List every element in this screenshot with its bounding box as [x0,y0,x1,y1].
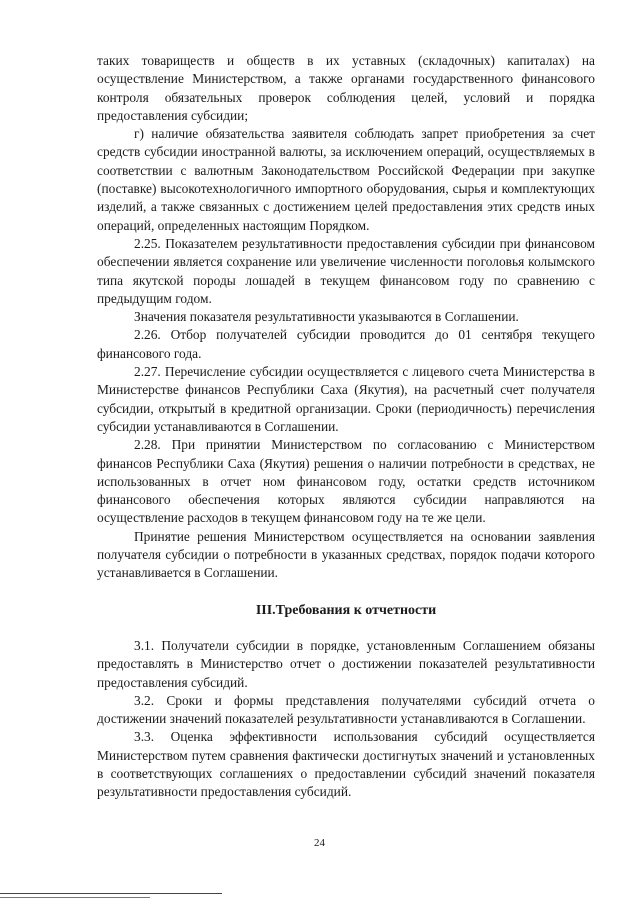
paragraph-indicator-values: Значения показателя результативности указываются в Соглашении. [134,309,519,325]
paragraph-2-28: 2.28. При принятии Министерством по согласованию с Министерством финансов Республики Саха (Якутия) решения о наличии потребности в средствах, не использованных в отчет ном финансовом году, остатки средств источником финансового обеспечения которых являются субсидии направляются на осуществление расходов в текущем финансовом году на те же цели. [97,437,595,526]
footer-rule-secondary [0,897,150,898]
footer-rule [0,893,222,894]
page-number: 24 [314,837,325,849]
paragraph-2-25: 2.25. Показателем результативности предоставления субсидии при финансовом обеспечении является сохранение или увеличение численности поголовья колымского типа якутской породы лошадей в текущем финансовом году по сравнению с предыдущим годом. [97,235,595,306]
paragraph-decision: Принятие решения Министерством осуществляется на основании заявления получателя субсидии о потребности в указанных средствах, порядок подачи которого устанавливается в Соглашении. [97,528,595,581]
document-page [97,52,595,802]
paragraph-continuation: таких товариществ и обществ в их уставных (складочных) капиталах) на осуществление Министерством, а также органами государственного финансового контроля обязательных проверок соблюдения целей, условий и порядка предоставления субсидии; [97,53,595,123]
paragraph-clause-g: г) наличие обязательства заявителя соблюдать запрет приобретения за счет средств субсидии иностранной валюты, за исключением операций, осуществляемых в соответствии с валютным Законодательством Российской Федерации при закупке (поставке) высокотехнологичного импортного оборудования, сырья и комплектующих изделий, а также связанных с достижением целей предоставления этих средств иных операций, определенных настоящим Порядком. [97,126,595,233]
paragraph-3-1: 3.1. Получатели субсидии в порядке, установленным Соглашением обязаны предоставлять в Министерство отчет о достижении показателей результативности предоставления субсидий. [97,637,595,690]
paragraph-3-2: 3.2. Сроки и формы представления получателями субсидий отчета о достижении значений показателей результативности устанавливаются в Соглашении. [97,692,595,727]
paragraph-3-3: 3.3. Оценка эффективности использования субсидий осуществляется Министерством путем сравнения фактически достигнутых значений и установленных в соответствующих соглашениях о предоставлении субсидий значений показателя результативности предоставления субсидий. [97,729,595,800]
paragraph-2-26: 2.26. Отбор получателей субсидии проводится до 01 сентября текущего финансового года. [97,327,595,361]
section-heading: III.Требования к отчетности [255,602,437,618]
paragraph-2-27: 2.27. Перечисление субсидии осуществляется с лицевого счета Министерства в Министерстве финансов Республики Саха (Якутия), на расчетный счет получателя субсидии, открытый в кредитной организации. Сроки (периодичность) перечисления субсидии устанавливаются в Соглашении. [97,364,595,434]
